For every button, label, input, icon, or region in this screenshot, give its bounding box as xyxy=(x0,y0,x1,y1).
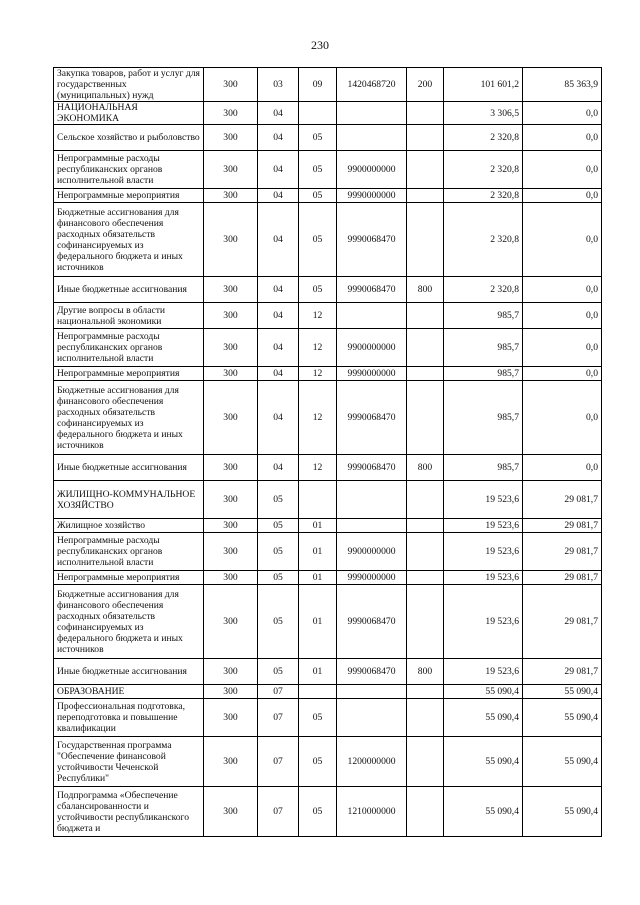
section-code-cell: 04 xyxy=(258,203,299,277)
subsection-code-cell: 12 xyxy=(299,329,337,367)
row-name-cell: ОБРАЗОВАНИЕ xyxy=(54,685,204,699)
expense-type-cell xyxy=(407,685,444,699)
ministry-code-cell: 300 xyxy=(204,125,258,151)
section-code-cell: 05 xyxy=(258,659,299,685)
row-name-cell: Иные бюджетные ассигнования xyxy=(54,455,204,481)
target-article-cell: 9900000000 xyxy=(337,533,407,571)
amount-year2-cell: 29 081,7 xyxy=(523,571,602,585)
table-row xyxy=(54,68,602,102)
amount-year1-cell: 985,7 xyxy=(444,303,523,329)
subsection-code-cell: 05 xyxy=(299,189,337,203)
ministry-code-cell: 300 xyxy=(204,519,258,533)
amount-year2-cell: 55 090,4 xyxy=(523,787,602,837)
subsection-code-cell: 01 xyxy=(299,519,337,533)
section-code-cell: 07 xyxy=(258,787,299,837)
subsection-code-cell: 05 xyxy=(299,125,337,151)
expense-type-cell xyxy=(407,533,444,571)
row-name-cell: Непрограммные расходы республиканских органов исполнительной власти xyxy=(54,151,204,189)
row-name-cell: Бюджетные ассигнования для финансового обеспечения расходных обязательств софинансируемых из федерального бюджета и иных источников xyxy=(54,203,204,277)
amount-year2-cell: 0,0 xyxy=(523,277,602,303)
amount-year2-cell: 29 081,7 xyxy=(523,519,602,533)
amount-year1-cell: 55 090,4 xyxy=(444,737,523,787)
amount-year2-cell: 85 363,9 xyxy=(523,68,602,102)
amount-year1-cell: 55 090,4 xyxy=(444,787,523,837)
expense-type-cell xyxy=(407,787,444,837)
ministry-code-cell: 300 xyxy=(204,699,258,737)
subsection-code-cell: 05 xyxy=(299,787,337,837)
amount-year1-cell: 2 320,8 xyxy=(444,125,523,151)
row-name-cell: Иные бюджетные ассигнования xyxy=(54,277,204,303)
target-article-cell: 1200000000 xyxy=(337,737,407,787)
amount-year2-cell: 0,0 xyxy=(523,203,602,277)
expense-type-cell: 200 xyxy=(407,68,444,102)
target-article-cell xyxy=(337,481,407,519)
row-name-cell: Подпрограмма «Обеспечение сбалансированности и устойчивости республиканского бюджета и xyxy=(54,787,204,837)
expense-type-cell xyxy=(407,203,444,277)
amount-year1-cell: 19 523,6 xyxy=(444,659,523,685)
amount-year1-cell: 985,7 xyxy=(444,381,523,455)
section-code-cell: 07 xyxy=(258,737,299,787)
amount-year1-cell: 101 601,2 xyxy=(444,68,523,102)
table-row xyxy=(54,381,602,455)
page-number: 230 xyxy=(311,38,329,52)
table-row xyxy=(54,481,602,519)
ministry-code-cell: 300 xyxy=(204,381,258,455)
section-code-cell: 04 xyxy=(258,455,299,481)
amount-year2-cell: 0,0 xyxy=(523,125,602,151)
amount-year1-cell: 3 306,5 xyxy=(444,102,523,125)
amount-year2-cell: 29 081,7 xyxy=(523,659,602,685)
amount-year2-cell: 0,0 xyxy=(523,303,602,329)
amount-year1-cell: 2 320,8 xyxy=(444,151,523,189)
ministry-code-cell: 300 xyxy=(204,329,258,367)
ministry-code-cell: 300 xyxy=(204,203,258,277)
table-row xyxy=(54,585,602,659)
section-code-cell: 04 xyxy=(258,102,299,125)
amount-year2-cell: 0,0 xyxy=(523,367,602,381)
amount-year2-cell: 55 090,4 xyxy=(523,737,602,787)
target-article-cell xyxy=(337,303,407,329)
expense-type-cell xyxy=(407,381,444,455)
budget-table xyxy=(53,67,602,837)
ministry-code-cell: 300 xyxy=(204,455,258,481)
target-article-cell: 9990068470 xyxy=(337,277,407,303)
ministry-code-cell: 300 xyxy=(204,659,258,685)
subsection-code-cell: 01 xyxy=(299,571,337,585)
table-row xyxy=(54,303,602,329)
amount-year2-cell: 0,0 xyxy=(523,189,602,203)
expense-type-cell: 800 xyxy=(407,277,444,303)
section-code-cell: 05 xyxy=(258,519,299,533)
section-code-cell: 04 xyxy=(258,277,299,303)
expense-type-cell xyxy=(407,571,444,585)
table-row xyxy=(54,533,602,571)
amount-year2-cell: 0,0 xyxy=(523,455,602,481)
subsection-code-cell: 01 xyxy=(299,585,337,659)
target-article-cell: 9900000000 xyxy=(337,329,407,367)
table-row xyxy=(54,787,602,837)
target-article-cell: 1210000000 xyxy=(337,787,407,837)
row-name-cell: Профессиональная подготовка, переподготовка и повышение квалификации xyxy=(54,699,204,737)
table-row xyxy=(54,737,602,787)
amount-year1-cell: 19 523,6 xyxy=(444,481,523,519)
subsection-code-cell: 12 xyxy=(299,367,337,381)
subsection-code-cell: 05 xyxy=(299,737,337,787)
row-name-cell: Сельское хозяйство и рыболовство xyxy=(54,125,204,151)
section-code-cell: 04 xyxy=(258,189,299,203)
row-name-cell: Жилищное хозяйство xyxy=(54,519,204,533)
row-name-cell: Непрограммные мероприятия xyxy=(54,571,204,585)
table-row xyxy=(54,571,602,585)
expense-type-cell xyxy=(407,329,444,367)
expense-type-cell xyxy=(407,303,444,329)
subsection-code-cell: 09 xyxy=(299,68,337,102)
amount-year1-cell: 55 090,4 xyxy=(444,685,523,699)
row-name-cell: Государственная программа "Обеспечение финансовой устойчивости Чеченской Республики" xyxy=(54,737,204,787)
subsection-code-cell: 05 xyxy=(299,277,337,303)
target-article-cell: 9990068470 xyxy=(337,659,407,685)
expense-type-cell xyxy=(407,102,444,125)
expense-type-cell xyxy=(407,367,444,381)
amount-year2-cell: 29 081,7 xyxy=(523,585,602,659)
table-row xyxy=(54,659,602,685)
row-name-cell: Непрограммные расходы республиканских органов исполнительной власти xyxy=(54,533,204,571)
table-row xyxy=(54,277,602,303)
section-code-cell: 05 xyxy=(258,571,299,585)
target-article-cell xyxy=(337,685,407,699)
table-row xyxy=(54,102,602,125)
expense-type-cell xyxy=(407,189,444,203)
row-name-cell: Бюджетные ассигнования для финансового обеспечения расходных обязательств софинансируемых из федерального бюджета и иных источников xyxy=(54,585,204,659)
subsection-code-cell: 01 xyxy=(299,533,337,571)
target-article-cell xyxy=(337,102,407,125)
ministry-code-cell: 300 xyxy=(204,303,258,329)
ministry-code-cell: 300 xyxy=(204,102,258,125)
ministry-code-cell: 300 xyxy=(204,585,258,659)
target-article-cell xyxy=(337,125,407,151)
amount-year1-cell: 985,7 xyxy=(444,455,523,481)
amount-year1-cell: 985,7 xyxy=(444,329,523,367)
table-row xyxy=(54,455,602,481)
expense-type-cell xyxy=(407,737,444,787)
row-name-cell: Другие вопросы в области национальной экономики xyxy=(54,303,204,329)
section-code-cell: 04 xyxy=(258,303,299,329)
table-row xyxy=(54,367,602,381)
amount-year1-cell: 19 523,6 xyxy=(444,519,523,533)
amount-year2-cell: 29 081,7 xyxy=(523,481,602,519)
ministry-code-cell: 300 xyxy=(204,571,258,585)
ministry-code-cell: 300 xyxy=(204,68,258,102)
amount-year1-cell: 985,7 xyxy=(444,367,523,381)
subsection-code-cell xyxy=(299,102,337,125)
amount-year2-cell: 0,0 xyxy=(523,329,602,367)
row-name-cell: ЖИЛИЩНО-КОММУНАЛЬНОЕ ХОЗЯЙСТВО xyxy=(54,481,204,519)
expense-type-cell xyxy=(407,585,444,659)
amount-year1-cell: 19 523,6 xyxy=(444,533,523,571)
table-row xyxy=(54,125,602,151)
expense-type-cell xyxy=(407,151,444,189)
expense-type-cell xyxy=(407,125,444,151)
section-code-cell: 05 xyxy=(258,481,299,519)
amount-year2-cell: 0,0 xyxy=(523,151,602,189)
subsection-code-cell: 05 xyxy=(299,203,337,277)
section-code-cell: 04 xyxy=(258,381,299,455)
section-code-cell: 07 xyxy=(258,685,299,699)
ministry-code-cell: 300 xyxy=(204,277,258,303)
amount-year2-cell: 0,0 xyxy=(523,381,602,455)
expense-type-cell: 800 xyxy=(407,455,444,481)
target-article-cell: 9990068470 xyxy=(337,203,407,277)
amount-year1-cell: 19 523,6 xyxy=(444,571,523,585)
ministry-code-cell: 300 xyxy=(204,737,258,787)
row-name-cell: Бюджетные ассигнования для финансового обеспечения расходных обязательств софинансируемых из федерального бюджета и иных источников xyxy=(54,381,204,455)
target-article-cell: 9990068470 xyxy=(337,381,407,455)
section-code-cell: 05 xyxy=(258,533,299,571)
target-article-cell: 9990000000 xyxy=(337,189,407,203)
target-article-cell xyxy=(337,519,407,533)
target-article-cell: 9990000000 xyxy=(337,571,407,585)
ministry-code-cell: 300 xyxy=(204,533,258,571)
ministry-code-cell: 300 xyxy=(204,685,258,699)
row-name-cell: Закупка товаров, работ и услуг для государственных (муниципальных) нужд xyxy=(54,68,204,102)
expense-type-cell xyxy=(407,699,444,737)
table-row xyxy=(54,189,602,203)
amount-year1-cell: 2 320,8 xyxy=(444,189,523,203)
expense-type-cell: 800 xyxy=(407,659,444,685)
ministry-code-cell: 300 xyxy=(204,481,258,519)
amount-year1-cell: 19 523,6 xyxy=(444,585,523,659)
expense-type-cell xyxy=(407,519,444,533)
target-article-cell: 9990000000 xyxy=(337,367,407,381)
section-code-cell: 05 xyxy=(258,585,299,659)
amount-year2-cell: 0,0 xyxy=(523,102,602,125)
amount-year1-cell: 55 090,4 xyxy=(444,699,523,737)
table-row xyxy=(54,699,602,737)
ministry-code-cell: 300 xyxy=(204,367,258,381)
table-row xyxy=(54,519,602,533)
target-article-cell: 9900000000 xyxy=(337,151,407,189)
table-row xyxy=(54,685,602,699)
table-row xyxy=(54,203,602,277)
amount-year1-cell: 2 320,8 xyxy=(444,203,523,277)
subsection-code-cell: 05 xyxy=(299,699,337,737)
section-code-cell: 03 xyxy=(258,68,299,102)
section-code-cell: 04 xyxy=(258,125,299,151)
subsection-code-cell: 12 xyxy=(299,455,337,481)
row-name-cell: Непрограммные расходы республиканских органов исполнительной власти xyxy=(54,329,204,367)
subsection-code-cell: 05 xyxy=(299,151,337,189)
ministry-code-cell: 300 xyxy=(204,787,258,837)
subsection-code-cell: 12 xyxy=(299,303,337,329)
row-name-cell: НАЦИОНАЛЬНАЯ ЭКОНОМИКА xyxy=(54,102,204,125)
table-row xyxy=(54,151,602,189)
subsection-code-cell xyxy=(299,481,337,519)
row-name-cell: Иные бюджетные ассигнования xyxy=(54,659,204,685)
amount-year1-cell: 2 320,8 xyxy=(444,277,523,303)
target-article-cell: 9990068470 xyxy=(337,455,407,481)
section-code-cell: 04 xyxy=(258,329,299,367)
table-row xyxy=(54,329,602,367)
target-article-cell xyxy=(337,699,407,737)
subsection-code-cell: 01 xyxy=(299,659,337,685)
subsection-code-cell: 12 xyxy=(299,381,337,455)
ministry-code-cell: 300 xyxy=(204,151,258,189)
amount-year2-cell: 55 090,4 xyxy=(523,685,602,699)
amount-year2-cell: 55 090,4 xyxy=(523,699,602,737)
expense-type-cell xyxy=(407,481,444,519)
section-code-cell: 07 xyxy=(258,699,299,737)
amount-year2-cell: 29 081,7 xyxy=(523,533,602,571)
row-name-cell: Непрограммные мероприятия xyxy=(54,367,204,381)
row-name-cell: Непрограммные мероприятия xyxy=(54,189,204,203)
target-article-cell: 9990068470 xyxy=(337,585,407,659)
section-code-cell: 04 xyxy=(258,367,299,381)
ministry-code-cell: 300 xyxy=(204,189,258,203)
subsection-code-cell xyxy=(299,685,337,699)
section-code-cell: 04 xyxy=(258,151,299,189)
target-article-cell: 1420468720 xyxy=(337,68,407,102)
